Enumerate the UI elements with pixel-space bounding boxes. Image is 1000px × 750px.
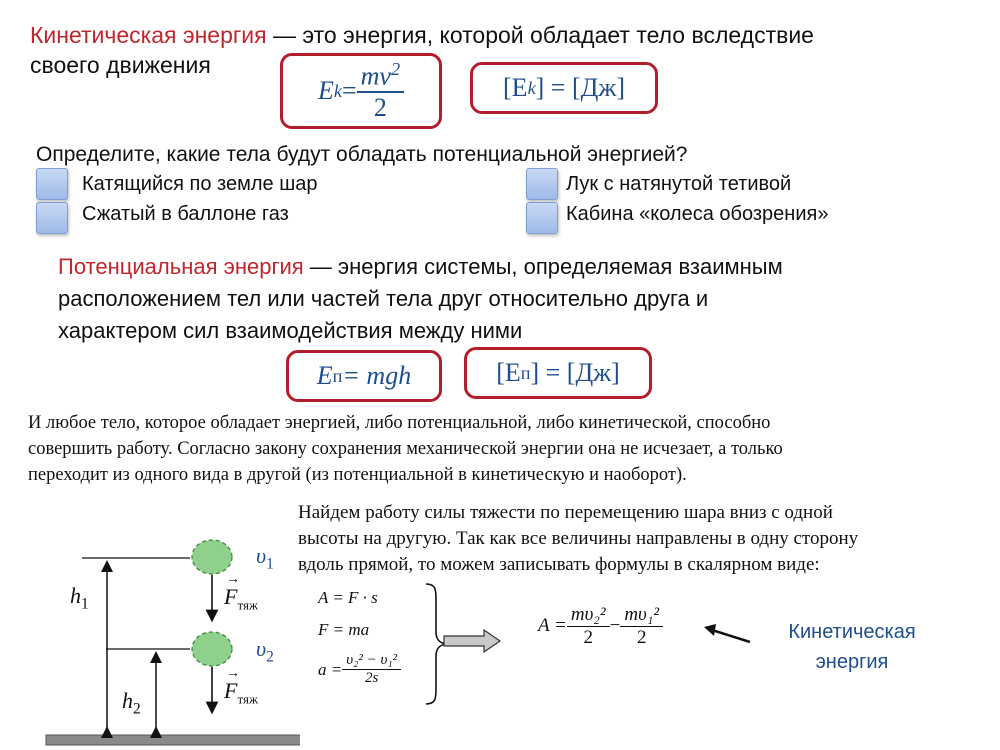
force-vector-2: → F [224,666,240,703]
potential-unit-sub: п [520,362,531,383]
kinetic-formula-lhs-sub: k [333,80,342,101]
kinetic-definition-text-2: своего движения [30,52,211,78]
force-label-2 [224,666,258,707]
h1-letter: h [70,583,81,608]
force1-letter: F [224,584,238,609]
v2-letter: υ [256,636,267,661]
kinetic-label-line-1: Кинетическая [788,621,916,643]
result-lhs: A = [538,615,567,637]
ground-platform [46,735,300,745]
option-checkbox-4[interactable] [526,202,558,234]
force-label-1 [224,572,258,613]
kinetic-energy-label [770,617,934,677]
equation-acceleration [318,652,401,688]
option-label-3: Сжатый в баллоне газ [82,203,289,225]
paragraph-line-1: И любое тело, которое обладает энергией, либо потенциальной, либо кинетической, способно [28,413,771,433]
equation-acceleration-num: υ₂² − υ₁² [342,652,401,670]
potential-definition [58,251,978,347]
kinetic-unit-sub: k [527,77,536,98]
kinetic-formula-box [280,53,442,129]
kinetic-formula-eq: = [341,76,357,105]
result-num-2: mυ₁² [620,604,663,627]
potential-definition-text-3: характером сил взаимодействия между ними [58,318,523,343]
right-arrow-icon [444,630,500,652]
kinetic-definition-text: — это энергия, которой обладает тело вследствие [266,22,814,48]
kinetic-formula-den: 2 [373,93,387,123]
energy-paragraph [28,410,988,488]
kinetic-term: Кинетическая энергия [30,22,267,48]
h2-label [122,688,141,718]
h2-letter: h [122,688,133,713]
result-den-2: 2 [636,626,647,648]
option-checkbox-2[interactable] [526,168,558,200]
kinetic-formula-num: mv [360,61,391,91]
potential-formula-box [286,350,442,402]
force2-letter: F [224,678,238,703]
potential-unit-left: [E [496,358,521,387]
ball-1 [192,540,232,574]
equation-acceleration-lhs: a = [318,659,343,679]
equation-force: F = ma [318,620,370,639]
ball-2 [192,632,232,666]
work-line-2: высоты на другую. Так как все величины направлены в одну сторону [298,528,859,549]
option-label-4: Кабина «колеса обозрения» [566,203,829,225]
v1-label [256,543,274,573]
result-minus: − [609,615,621,637]
v2-label [256,636,274,666]
work-line-3: вдоль прямой, то можем записывать формулы в скалярном виде: [298,554,820,575]
potential-definition-text: — энергия системы, определяемая взаимным [303,254,783,279]
option-checkbox-1[interactable] [36,168,68,200]
h2-sub: 2 [133,700,141,718]
v1-letter: υ [256,543,267,568]
potential-formula-lhs-sub: п [332,365,343,386]
question-text: Определите, какие тела будут обладать потенциальной энергией? [36,143,688,166]
v2-sub: 2 [266,648,274,666]
force-vector-1: → F [224,572,240,609]
h1-label [70,583,89,613]
work-paragraph [298,500,988,578]
result-num-1: mυ₂² [567,604,610,627]
equation-work: A = F · s [318,588,378,607]
brace-arrow-graphic [420,580,540,710]
kinetic-unit-right: ] = [Дж] [535,73,625,102]
potential-formula-rhs: = mgh [342,361,412,390]
potential-definition-text-2: расположением тел или частей тела друг относительно друга и [58,286,709,311]
work-line-1: Найдем работу силы тяжести по перемещению шара вниз с одной [298,502,833,523]
kinetic-label-line-2: энергия [815,651,889,673]
kinetic-formula-fraction [357,59,404,123]
option-checkbox-3[interactable] [36,202,68,234]
option-label-2: Лук с натянутой тетивой [566,173,792,195]
force2-sub: тяж [237,691,258,707]
kinetic-formula-num-sup: 2 [390,58,401,79]
kinetic-unit-left: [E [503,73,528,102]
result-den-1: 2 [583,626,593,648]
pointer-arrow-icon [700,620,760,650]
potential-term: Потенциальная энергия [58,254,304,279]
equation-acceleration-den: 2s [364,670,379,687]
h1-sub: 1 [81,595,89,613]
option-label-1: Катящийся по земле шар [82,173,318,195]
kinetic-formula-lhs: E [317,76,334,105]
potential-unit-right: ] = [Дж] [530,358,620,387]
paragraph-line-3: переходит из одного вида в другой (из потенциальной в кинетическую и наоборот). [28,465,687,485]
result-equation [538,604,663,649]
curly-brace [426,584,446,704]
kinetic-unit-box [470,62,658,114]
paragraph-line-2: совершить работу. Согласно закону сохранения механической энергии она не исчезает, а только [28,439,783,459]
potential-unit-box [464,347,652,399]
potential-formula-lhs: E [316,361,333,390]
v1-sub: 1 [266,555,274,573]
force1-sub: тяж [237,597,258,613]
